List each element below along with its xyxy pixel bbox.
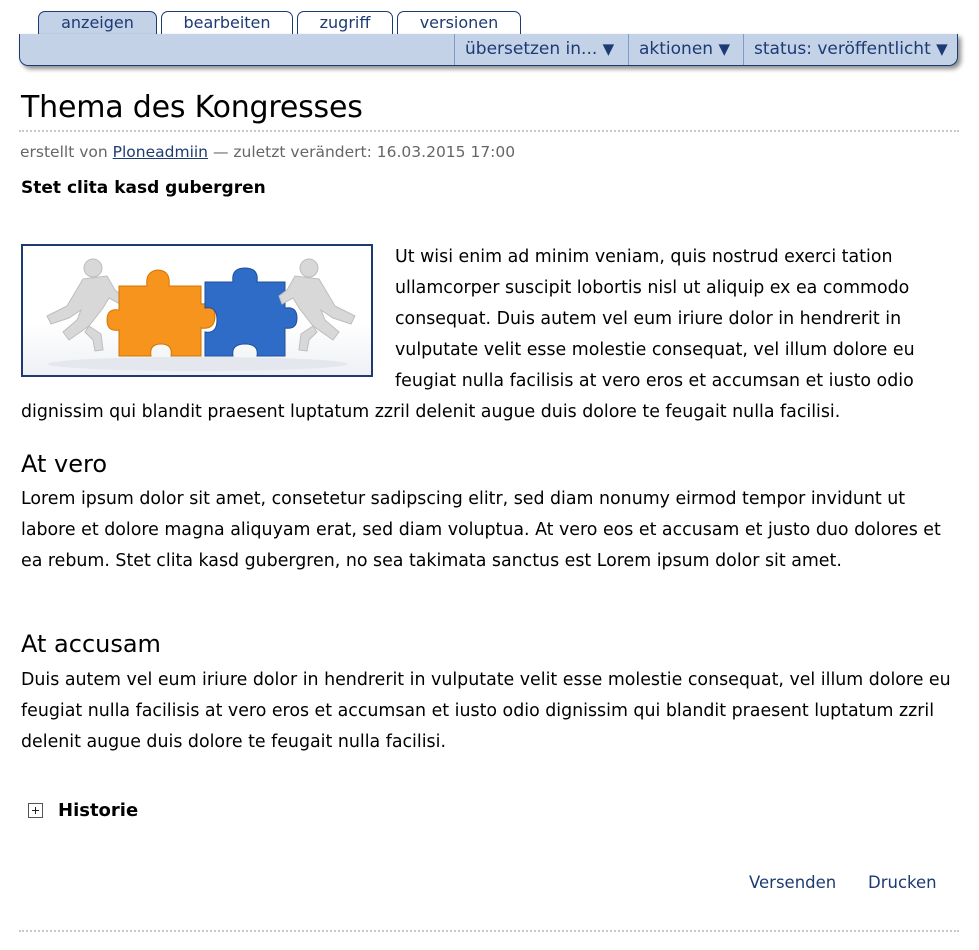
footer-divider (19, 930, 959, 932)
intro-paragraph: Ut wisi enim ad minim veniam, quis nostrud exerci tation ullamcorper suscipit lobortis nisl ut aliquip ex ea commodo consequat. Duis autem vel eum iriure dolor in hendrerit in vulputate velit esse molestie consequat, vel illum dolore eu feugiat nulla facilisis at vero eros et accumsan et iusto odio dignissim qui blandit praesent luptatum zzril delenit augue duis dolore te feugait nulla facilisi. (21, 247, 915, 422)
puzzle-teamwork-icon (23, 246, 371, 375)
status-menu[interactable] (743, 34, 948, 65)
content-actions-bar (19, 34, 958, 66)
tab-anzeigen[interactable] (38, 11, 157, 35)
byline-prefix: erstellt von (20, 143, 108, 161)
puzzle-teamwork-image (21, 244, 373, 377)
section-heading-at-vero: At vero (21, 450, 108, 478)
status-menu-label: status: veröffentlicht (754, 39, 931, 59)
modified-date: — zuletzt verändert: 16.03.2015 17:00 (212, 143, 516, 161)
author-link[interactable]: Ploneadmiin (112, 143, 209, 161)
title-divider (19, 130, 959, 132)
tab-label: zugriff (319, 13, 371, 32)
tab-bearbeiten[interactable] (161, 11, 293, 35)
plus-box-icon (28, 803, 43, 818)
send-link[interactable]: Versenden (749, 873, 837, 892)
byline (20, 142, 515, 162)
actions-menu[interactable] (628, 34, 730, 65)
history-label: Historie (58, 800, 139, 821)
actions-menu-label: aktionen (639, 39, 714, 59)
triangle-down-icon: ▼ (602, 40, 615, 58)
tab-label: anzeigen (61, 13, 134, 32)
triangle-down-icon: ▼ (718, 40, 731, 58)
section-heading-at-accusam: At accusam (21, 630, 161, 658)
section-text-at-accusam: Duis autem vel eum iriure dolor in hendrerit in vulputate velit esse molestie consequat, vel illum dolore eu feugiat nulla facilisis at vero eros et accumsan et iusto odio dignissim qui blandit praesent luptatum zzril delenit augue duis dolore te feugait nulla facilisi. (21, 670, 951, 752)
section-text-at-vero: Lorem ipsum dolor sit amet, consetetur sadipscing elitr, sed diam nonumy eirmod tempor invidunt ut labore et dolore magna aliquyam erat, sed diam voluptua. At vero eos et accusam et justo duo dolores et ea rebum. Stet clita kasd gubergren, no sea takimata sanctus est Lorem ipsum dolor sit amet. (21, 489, 941, 571)
translate-menu[interactable] (454, 34, 614, 65)
triangle-down-icon: ▼ (936, 40, 948, 58)
tab-label: bearbeiten (183, 13, 271, 32)
print-link[interactable]: Drucken (868, 873, 937, 892)
page-title: Thema des Kongresses (21, 90, 363, 125)
intro-block (21, 242, 961, 428)
tab-label: versionen (419, 13, 499, 32)
puzzle-piece-blue (205, 268, 297, 356)
puzzle-piece-orange (107, 270, 215, 356)
tab-zugriff[interactable] (297, 11, 393, 35)
translate-menu-label: übersetzen in... (465, 39, 598, 59)
tab-versionen[interactable] (397, 11, 521, 35)
page-description: Stet clita kasd gubergren (21, 178, 266, 198)
